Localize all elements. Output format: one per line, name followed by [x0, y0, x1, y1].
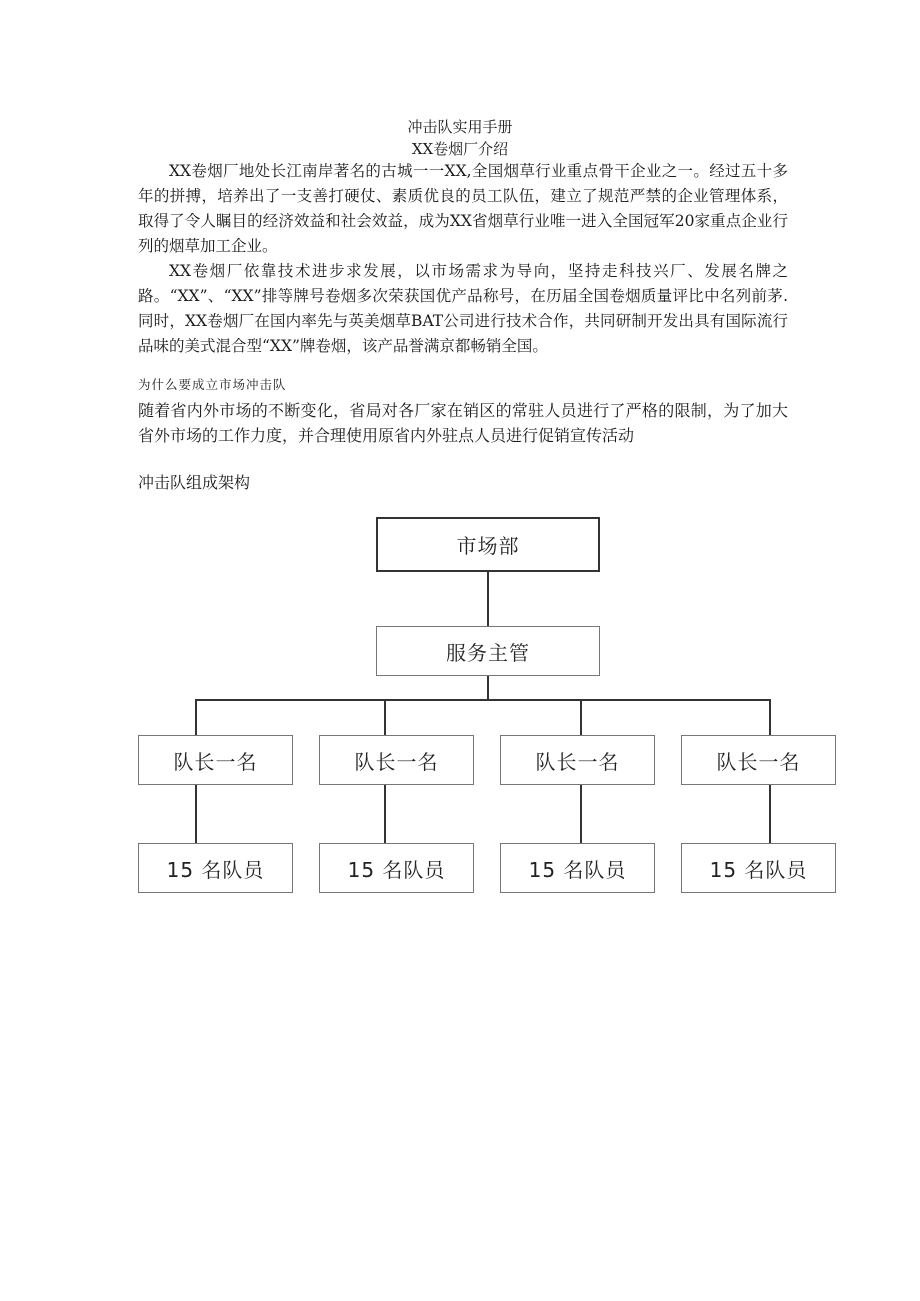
connector-horizontal-bus [195, 699, 771, 701]
org-node-market-dept: 市场部 [376, 517, 600, 572]
connector-manager-bus [487, 674, 489, 700]
connector-captain-members [195, 783, 197, 843]
intro-paragraph-2: XX卷烟厂依靠技术进步求发展，以市场需求为导向，坚持走科技兴厂、发展名牌之路。“XX”、“XX”排等牌号卷烟多次荣获国优产品称号，在历届全国卷烟质量评比中名列前茅.同时，XX卷烟厂在国内率先与英美烟草BAT公司进行技术合作，共同研制开发出具有国际流行品味的美式混合型“XX”牌卷烟，该产品誉满京都畅销全国。 [138, 262, 788, 355]
org-node-captain: 队长一名 [138, 735, 293, 785]
org-node-members: 15 名队员 [500, 843, 655, 893]
org-node-captain: 队长一名 [319, 735, 474, 785]
org-chart-heading: 冲击队组成架构 [138, 473, 251, 492]
why-paragraph: 随着省内外市场的不断变化，省局对各厂家在销区的常驻人员进行了严格的限制，为了加大省外市场的工作力度，并合理使用原省内外驻点人员进行促销宣传活动 [138, 401, 788, 445]
connector-captain-members [384, 783, 386, 843]
org-node-members: 15 名队员 [138, 843, 293, 893]
connector-captain-members [580, 783, 582, 843]
connector-root-manager [487, 570, 489, 626]
why-heading: 为什么要成立市场冲击队 [138, 377, 287, 392]
org-node-members: 15 名队员 [319, 843, 474, 893]
org-node-captain: 队长一名 [500, 735, 655, 785]
document-title: 冲击队实用手册 [407, 118, 513, 136]
org-node-captain: 队长一名 [681, 735, 836, 785]
connector-bus-captain [580, 699, 582, 735]
document-subtitle: XX卷烟厂介绍 [411, 140, 509, 158]
connector-bus-captain [769, 699, 771, 735]
connector-bus-captain [384, 699, 386, 735]
org-node-members: 15 名队员 [681, 843, 836, 893]
org-node-service-manager: 服务主管 [376, 626, 600, 676]
connector-captain-members [769, 783, 771, 843]
connector-bus-captain [195, 699, 197, 735]
intro-paragraph-1: XX卷烟厂地处长江南岸著名的古城一一XX,全国烟草行业重点骨干企业之一。经过五十多年的拼搏，培养出了一支善打硬仗、素质优良的员工队伍，建立了规范严禁的企业管理体系，取得了令人瞩目的经济效益和社会效益，成为XX省烟草行业唯一进入全国冠军20家重点企业行列的烟草加工企业。 [138, 162, 788, 255]
